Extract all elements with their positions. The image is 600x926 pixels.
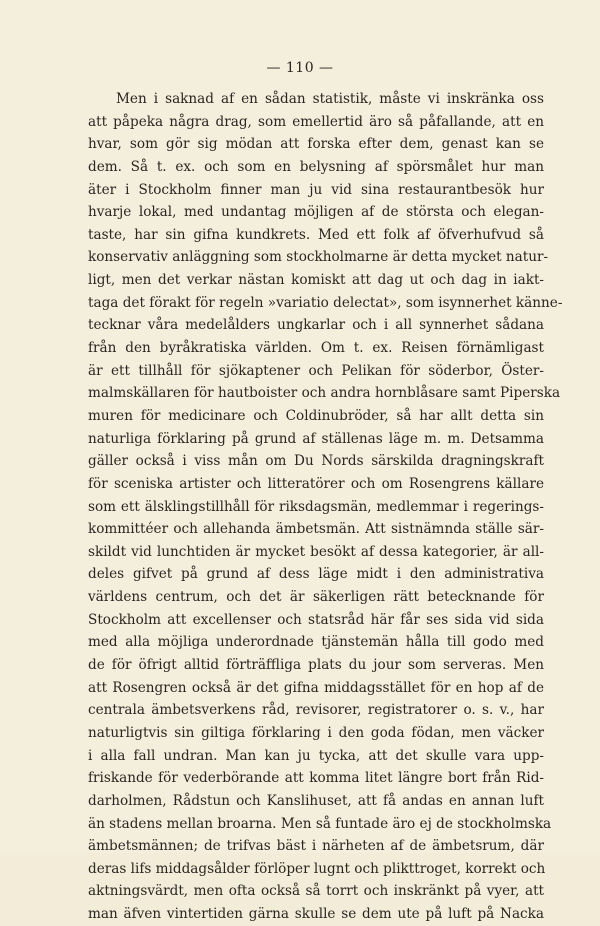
- text-line: deles gifvet på grund af dess läge midt i den administrativa: [88, 566, 544, 583]
- text-line: darholmen, Rådstun och Kanslihuset, att få andas en annan luft: [88, 792, 544, 809]
- text-line: dem. Så t. ex. och som en belysning af spörsmålet hur man: [88, 158, 544, 175]
- text-line: Stockholm att excellenser och statsråd här får ses sida vid sida: [88, 611, 544, 628]
- text-line: naturliga förklaring på grund af ställenas läge m. m. Detsamma: [88, 430, 544, 447]
- text-line: än stadens mellan broarna. Men så funtade äro ej de stockholmska: [88, 815, 552, 832]
- body-text: [88, 88, 563, 926]
- text-line: hvar, som gör sig mödan att forska efter dem, genast kan se: [88, 136, 544, 153]
- text-line: att Rosengren också är det gifna middagsstället för en hop af de: [88, 679, 544, 696]
- text-line: som ett älsklingstillhåll för riksdagsmän, medlemmar i regerings-: [88, 498, 544, 515]
- text-line: kommittéer och allehanda ämbetsmän. Att sistnämnda ställe sär-: [88, 521, 544, 538]
- text-line: är ett tillhåll för sjökaptener och Pelikan för söderbor, Öster-: [88, 362, 544, 379]
- text-line: ämbetsmännen; de trifvas bäst i närheten af de ämbetsrum, där: [88, 838, 544, 855]
- text-line: tecknar våra medelålders ungkarlar och i all synnerhet sådana: [88, 317, 544, 334]
- text-line: malmskällaren för hautboister och andra hornblåsare samt Piperska: [88, 385, 561, 402]
- text-line: från den byråkratiska världen. Om t. ex. Reisen förnämligast: [88, 340, 544, 357]
- text-line: skildt vid lunchtiden är mycket besökt af dessa kategorier, är all-: [88, 543, 544, 560]
- text-line: gäller också i viss mån om Du Nords särskilda dragningskraft: [88, 453, 544, 470]
- text-line: ligt, men det verkar nästan komiskt att dag ut och dag in iakt-: [88, 272, 544, 289]
- text-line: taga det förakt för regeln »variatio delectat», som isynnerhet känne-: [88, 294, 563, 311]
- text-line: friskande för vederbörande att komma litet längre bort från Rid-: [88, 770, 544, 787]
- text-line: för sceniska artister och litteratörer och om Rosengrens källare: [88, 475, 544, 492]
- text-line: att påpeka några drag, som emellertid äro så påfallande, att en: [88, 113, 544, 130]
- text-line: aktningsvärdt, men ofta också så torrt och inskränkt på vyer, att: [88, 883, 544, 900]
- text-line: man äfven vintertiden gärna skulle se dem ute på luft på Nacka: [88, 906, 544, 923]
- page-number: — 110 —: [266, 60, 334, 76]
- text-line: centrala ämbetsverkens råd, revisorer, registratorer o. s. v., har: [88, 702, 544, 719]
- text-line: världens centrum, och det är säkerligen rätt betecknande för: [88, 589, 544, 606]
- text-line: de för öfrigt alltid förträffliga plats du jour som serveras. Men: [88, 657, 544, 674]
- text-line: taste, har sin gifna kundkrets. Med ett folk af öfverhufvud så: [88, 226, 544, 243]
- text-line: äter i Stockholm finner man ju vid sina restaurantbesök hur: [88, 181, 544, 198]
- text-line: naturligtvis sin giltiga förklaring i den goda födan, men väcker: [88, 724, 544, 741]
- text-line: konservativ anläggning som stockholmarne är detta mycket natur-: [88, 249, 549, 266]
- text-line: muren för medicinare och Coldinubröder, så har allt detta sin: [88, 407, 544, 424]
- text-line: deras lifs middagsålder förlöper lugnt och plikttroget, korrekt och: [88, 860, 546, 877]
- text-line: hvarje lokal, med undantag möjligen af de största och elegan-: [88, 204, 544, 221]
- text-line: med alla möjliga underordnade tjänstemän hålla till godo med: [88, 634, 544, 651]
- text-line: Men i saknad af en sådan statistik, måste vi inskränka oss: [116, 91, 544, 107]
- text-line: i alla fall undran. Man kan ju tycka, att det skulle vara upp-: [88, 747, 544, 764]
